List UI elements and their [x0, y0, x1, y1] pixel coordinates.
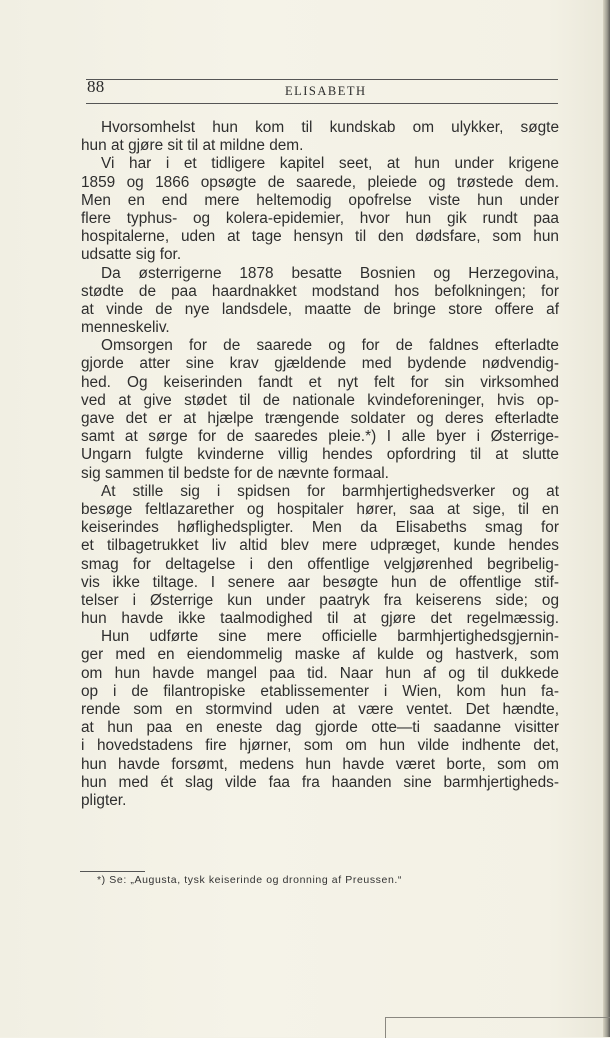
text-line: hun med ét slag vilde faa fra haanden sine barmhjertigheds-	[81, 773, 559, 791]
text-line: Hun udførte sine mere officielle barmhjertighedsgjernin-	[101, 628, 559, 646]
text-line: besøge feltlazarether og hospitaler hører, saa at sige, til en	[81, 500, 559, 518]
text-line: sig sammen til bedste for de nævnte formaal.	[81, 464, 389, 482]
text-line: ger med en eiendommelig maske af kulde og hastverk, som	[81, 646, 559, 664]
text-line: pligter.	[81, 791, 127, 809]
text-line: gjorde atter sine krav gjældende med bydende nødvendig-	[81, 355, 559, 373]
text-line: keiserindes høflighedspligter. Men da Elisabeths smag for	[81, 519, 559, 537]
text-line: At stille sig i spidsen for barmhjertighedsverker og at	[101, 482, 559, 500]
text-line: hed. Og keiserinden fandt et nyt felt for sin virksomhed	[81, 373, 559, 391]
text-line: Ungarn fulgte kvinderne villig hendes opfordring til at slutte	[81, 446, 559, 464]
scan-corner-mark	[385, 1017, 610, 1038]
text-line: udsatte sig for.	[81, 246, 182, 264]
text-line: om hun havde mangel paa tid. Naar hun af og til dukkede	[81, 664, 559, 682]
text-line: smag for deltagelse i den offentlige velgjørenhed begribelig-	[81, 555, 559, 573]
page-edge-shadow	[603, 0, 610, 1037]
text-line: hun havde ikke taalmodighed til at gjøre det regelmæssig.	[81, 610, 559, 628]
text-line: at vinde de nye landsdele, maatte de bringe store offere af	[81, 300, 559, 318]
text-line: rende som en stormvind uden at være ventet. Det hændte,	[81, 701, 559, 718]
page-number: 88	[87, 77, 105, 96]
text-line: hospitalerne, uden at tage hensyn til den dødsfare, som hun	[81, 228, 559, 246]
text-line: Men en end mere heltemodig opofrelse viste hun under	[81, 191, 559, 209]
text-line: ved at give stødet til de nationale kvindeforeninger, hvis op-	[81, 391, 559, 409]
header-bottom-rule	[86, 103, 558, 104]
text-line: stødte de paa haardnakket modstand hos befolkningen; for	[81, 282, 559, 300]
text-line: Da østerrigerne 1878 besatte Bosnien og Herzegovina,	[101, 264, 559, 282]
text-line: menneskeliv.	[81, 319, 170, 337]
text-line: gave det er at hjælpe trængende soldater og deres efterladte	[81, 410, 559, 427]
text-line: op i de filantropiske etablissementer i Wien, kom hun fa-	[81, 682, 559, 700]
footnote: *) Se: „Augusta, tysk keiserinde og dronning af Preussen.“	[97, 874, 403, 886]
text-line: at hun paa en eneste dag gjorde otte—ti saadanne visitter	[81, 719, 559, 737]
text-line: samt at sørge for de saaredes pleie.*) I alle byer i Østerrige-	[81, 428, 559, 446]
text-line: et tilbagetrukket liv altid blev mere udpræget, kunde hendes	[81, 537, 559, 555]
text-line: hun at gjøre sit til at mildne dem.	[81, 137, 304, 155]
footnote-rule	[80, 871, 145, 872]
text-line: Vi har i et tidligere kapitel seet, at hun under krigene	[101, 155, 559, 173]
text-line: hun havde forsømt, medens hun havde været borte, som om	[81, 755, 559, 773]
text-line: flere typhus- og kolera-epidemier, hvor hun gik rundt paa	[81, 209, 559, 227]
text-line: i hovedstadens fire hjørner, som om hun vilde indhente det,	[81, 737, 559, 755]
text-line: vis ikke tiltage. I senere aar besøgte hun de offentlige stif-	[81, 573, 559, 591]
text-line: Hvorsomhelst hun kom til kundskab om ulykker, søgte	[101, 119, 559, 136]
header-top-rule	[86, 79, 558, 80]
running-head: ELISABETH	[285, 84, 367, 98]
text-line: telser i Østerrige kun under paatryk fra keiserens side; og	[81, 591, 559, 609]
text-line: 1859 og 1866 opsøgte de saarede, pleiede og trøstede dem.	[81, 173, 559, 191]
text-line: Omsorgen for de saarede og for de faldnes efterladte	[101, 337, 559, 355]
body-text	[81, 119, 559, 810]
